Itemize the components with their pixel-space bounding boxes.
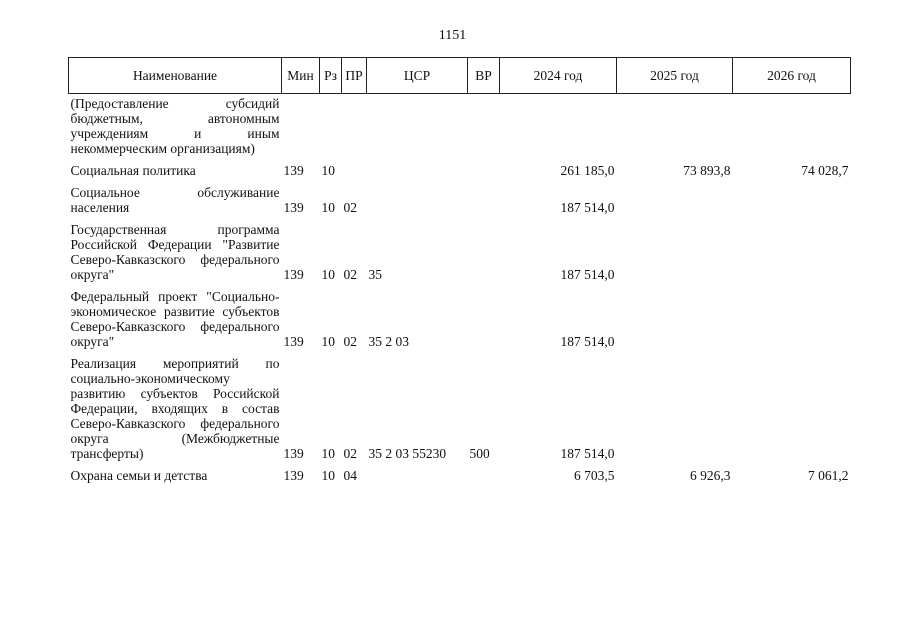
row-2025 [617,94,733,161]
row-2026 [733,182,851,219]
row-rz: 10 [321,468,335,483]
row-pr [342,160,367,182]
row-pr [342,94,367,161]
row-rz: 10 [321,163,335,178]
table-row [69,353,851,465]
row-2026 [733,219,851,286]
row-name: Реализация мероприятий по социально-экономическому развитию субъектов Российской Федерации, входящих в состав Северо-Кавказского федерального округа (Межбюджетные трансферты) [70,356,280,461]
header-rz: Рз [320,58,342,94]
row-2024: 6 703,5 [574,468,615,483]
row-csr [367,160,468,182]
table-row [69,465,851,487]
row-csr: 35 [368,267,382,282]
row-min: 139 [283,468,304,483]
row-min: 139 [283,446,304,461]
header-2024: 2024 год [500,58,617,94]
row-2025 [617,219,733,286]
row-2025: 73 893,8 [683,163,731,178]
row-2025: 6 926,3 [690,468,731,483]
row-name: Охрана семьи и детства [70,468,208,483]
row-2024: 187 514,0 [560,446,615,461]
row-2026: 7 061,2 [808,468,849,483]
row-rz: 10 [321,200,335,215]
table-header-row [69,58,851,94]
row-vr [468,94,500,161]
row-min: 139 [283,163,304,178]
header-vr: ВР [468,58,500,94]
budget-table [68,57,851,487]
table-row [69,160,851,182]
row-name: Социальное обслуживание населения [70,185,280,215]
row-vr [468,465,500,487]
row-2024: 187 514,0 [560,200,615,215]
row-csr [367,94,468,161]
row-vr: 500 [469,446,490,461]
row-2025 [617,353,733,465]
header-pr: ПР [342,58,367,94]
row-csr: 35 2 03 55230 [368,446,447,461]
row-pr: 02 [343,446,357,461]
row-2026 [733,286,851,353]
row-vr [468,160,500,182]
row-2024 [500,94,617,161]
table-row [69,286,851,353]
table-row [69,219,851,286]
row-name: Государственная программа Российской Федерации "Развитие Северо-Кавказского федерального округа" [70,222,280,282]
page-number: 1151 [438,28,467,43]
row-min: 139 [283,267,304,282]
row-2026 [733,94,851,161]
header-min: Мин [282,58,320,94]
row-rz: 10 [321,446,335,461]
row-pr: 02 [343,200,357,215]
row-min [282,94,320,161]
row-rz: 10 [321,334,335,349]
row-2025 [617,182,733,219]
row-2026 [733,353,851,465]
row-rz [320,94,342,161]
row-rz: 10 [321,267,335,282]
row-pr: 04 [343,468,357,483]
table-row [69,182,851,219]
row-csr [367,465,468,487]
row-vr [468,182,500,219]
row-vr [468,219,500,286]
header-name: Наименование [69,58,282,94]
row-min: 139 [283,200,304,215]
header-2025: 2025 год [617,58,733,94]
row-vr [468,286,500,353]
row-csr: 35 2 03 [368,334,409,349]
row-2026: 74 028,7 [801,163,849,178]
row-name: Федеральный проект "Социально-экономическое развитие субъектов Северо-Кавказского федерального округа" [70,289,280,349]
row-pr: 02 [343,267,357,282]
header-csr: ЦСР [367,58,468,94]
table-row [69,94,851,161]
row-2024: 187 514,0 [560,267,615,282]
row-2025 [617,286,733,353]
row-name: Социальная политика [70,163,196,178]
row-name: (Предоставление субсидий бюджетным, автономным учреждениям и иным некоммерческим организациям) [70,96,280,156]
row-2024: 187 514,0 [560,334,615,349]
header-2026: 2026 год [733,58,851,94]
row-csr [367,182,468,219]
row-pr: 02 [343,334,357,349]
row-min: 139 [283,334,304,349]
row-2024: 261 185,0 [560,163,615,178]
